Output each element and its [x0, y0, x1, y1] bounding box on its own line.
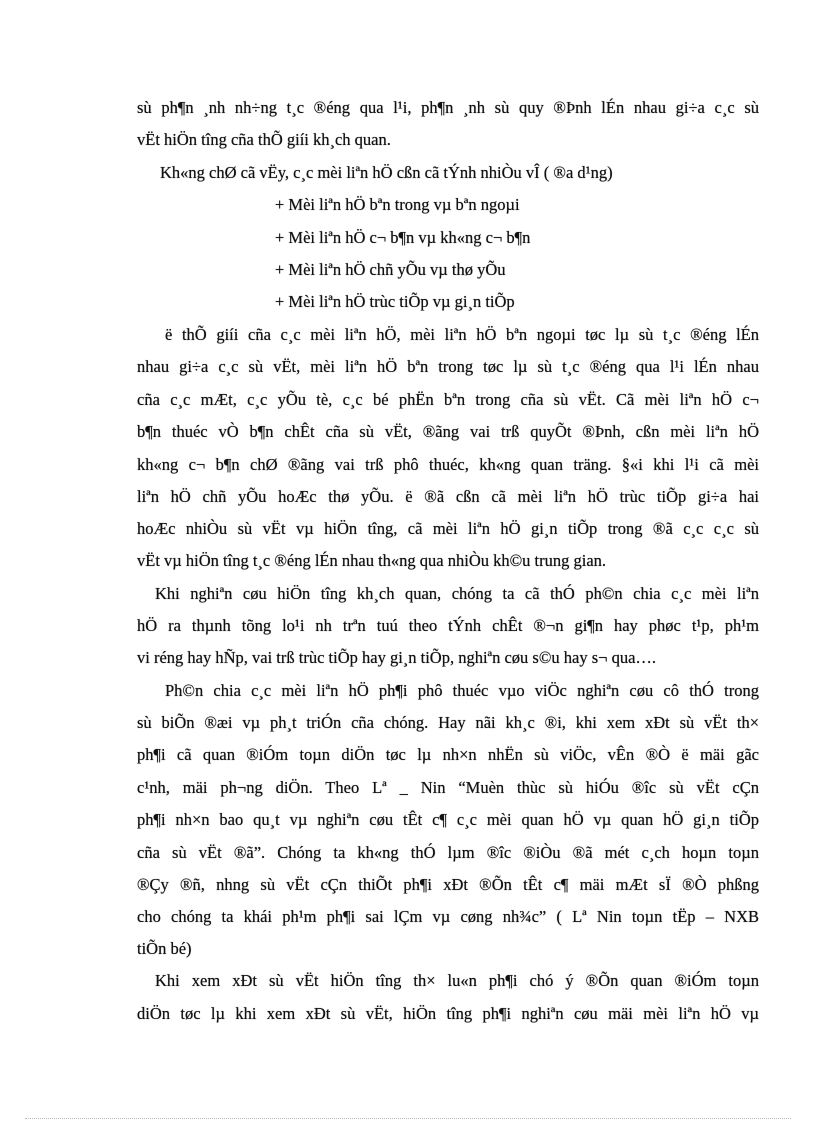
body-text-line: kh«ng c¬ b¶n chØ ®ãng vai trß phô thuéc, kh«ng quan träng. §«i khi l¹i cã mèi [137, 455, 759, 474]
body-text-line: Ph©n chia c¸c mèi liªn hÖ ph¶i phô thuéc vµo viÖc nghiªn cøu cô thÓ trong [165, 681, 759, 700]
body-text-line: ë thÕ giíi cña c¸c mèi liªn hÖ, mèi liªn hÖ bªn ngoµi tøc lµ sù t¸c ®éng lÉn [165, 325, 759, 344]
bullet-item: + Mèi liªn hÖ c¬ b¶n vµ kh«ng c¬ b¶n [275, 228, 531, 247]
body-text-line: ph¶i nh×n bao qu¸t vµ nghiªn cøu tÊt c¶ c¸c mèi quan hÖ vµ quan hÖ gi¸n tiÕp [137, 810, 759, 829]
page-bottom-divider [25, 1118, 791, 1119]
body-text-line: vËt hiÖn tîng cña thÕ giíi kh¸ch quan. [137, 130, 391, 149]
body-text-line: nhau gi÷a c¸c sù vËt, mèi liªn hÖ bªn trong tøc lµ sù t¸c ®éng qua l¹i lÉn nhau [137, 357, 759, 376]
body-text-line: ®Çy ®ñ, nhng sù vËt cÇn thiÕt ph¶i xÐt ®Õn tÊt c¶ mäi mÆt sÏ ®Ò phßng [137, 875, 759, 894]
bullet-item: + Mèi liªn hÖ bªn trong vµ bªn ngoµi [275, 195, 520, 214]
body-text-line: sù biÕn ®æi vµ ph¸t triÓn cña chóng. Hay nãi kh¸c ®i, khi xem xÐt sù vËt th× [137, 713, 759, 732]
body-text-line: cña c¸c mÆt, c¸c yÕu tè, c¸c bé phËn bªn trong cña sù vËt. Cã mèi liªn hÖ c¬ [137, 390, 759, 409]
body-text-line: liªn hÖ chñ yÕu hoÆc thø yÕu. ë ®ã cßn cã mèi liªn hÖ trùc tiÕp gi÷a hai [137, 487, 759, 506]
body-text-line: hoÆc nhiÒu sù vËt vµ hiÖn tîng, cã mèi liªn hÖ gi¸n tiÕp trong ®ã c¸c c¸c sù [137, 519, 759, 538]
body-text-line: diÖn tøc lµ khi xem xÐt sù vËt, hiÖn tîng ph¶i nghiªn cøu mäi mèi liªn hÖ vµ [137, 1004, 759, 1023]
body-text-line: ph¶i cã quan ®iÓm toµn diÖn tøc lµ nh×n nhËn sù viÖc, vÊn ®Ò ë mäi gãc [137, 745, 759, 764]
body-text-line: c¹nh, mäi ph¬ng diÖn. Theo Lª _ Nin “Muèn thùc sù hiÓu ®îc sù vËt cÇn [137, 778, 759, 797]
body-text-line: vËt vµ hiÖn tîng t¸c ®éng lÉn nhau th«ng qua nhiÒu kh©u trung gian. [137, 551, 607, 570]
body-text-line: Khi nghiªn cøu hiÖn tîng kh¸ch quan, chóng ta cã thÓ ph©n chia c¸c mèi liªn [155, 584, 759, 603]
body-text-line: vi réng hay hÑp, vai trß trùc tiÕp hay gi¸n tiÕp, nghiªn cøu s©u hay s¬ qua…. [137, 648, 657, 667]
body-text-line: Kh«ng chØ cã vËy, c¸c mèi liªn hÖ cßn cã tÝnh nhiÒu vÎ ( ®a d¹ng) [160, 163, 613, 182]
body-text-line: hÖ ra thµnh tõng lo¹i nh trªn tuú theo tÝnh chÊt ®¬n gi¶n hay phøc t¹p, ph¹m [137, 616, 759, 635]
body-text-line: sù ph¶n ¸nh nh÷ng t¸c ®éng qua l¹i, ph¶n ¸nh sù quy ®Þnh lÉn nhau gi÷a c¸c sù [137, 98, 759, 117]
body-text-line: tiÕn bé) [137, 939, 192, 958]
body-text-line: cña sù vËt ®ã”. Chóng ta kh«ng thÓ lµm ®îc ®iÒu ®ã mét c¸ch hoµn toµn [137, 843, 759, 862]
body-text-line: cho chóng ta khái ph¹m ph¶i sai lÇm vµ cøng nh¾c” ( Lª Nin toµn tËp – NXB [137, 907, 759, 926]
bullet-item: + Mèi liªn hÖ trùc tiÕp vµ gi¸n tiÕp [275, 292, 515, 311]
body-text-line: b¶n thuéc vÒ b¶n chÊt cña sù vËt, ®ãng vai trß quyÕt ®Þnh, cßn mèi liªn hÖ [137, 422, 759, 441]
body-text-line: Khi xem xÐt sù vËt hiÖn tîng th× lu«n ph¶i chó ý ®Õn quan ®iÓm toµn [155, 971, 759, 990]
bullet-item: + Mèi liªn hÖ chñ yÕu vµ thø yÕu [275, 260, 506, 279]
